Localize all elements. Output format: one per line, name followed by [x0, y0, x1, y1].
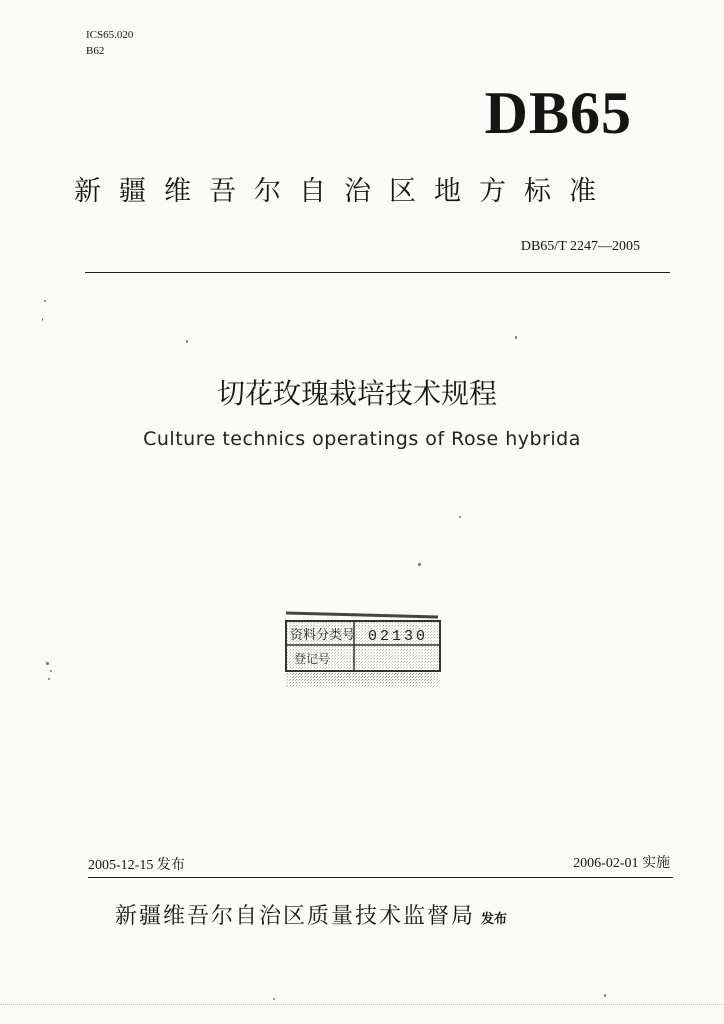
stamp-graphic [284, 607, 442, 691]
standard-type-label: 新疆维吾尔自治区地方标准 [74, 176, 614, 207]
footer-divider [88, 877, 673, 878]
scan-speck [42, 318, 43, 321]
issue-label: 发布 [156, 858, 185, 873]
scan-speck [418, 563, 421, 566]
stamp-label-classification: 资料分类号 [290, 628, 356, 643]
scan-speck [515, 336, 517, 339]
classification-block [86, 27, 133, 59]
implementation-label: 实施 [642, 856, 670, 871]
document-title-chinese: 切花玫瑰栽培技术规程 [216, 377, 497, 410]
scan-speck [186, 340, 188, 343]
header-divider [85, 272, 670, 273]
publisher-suffix: 发布 [481, 912, 508, 927]
scan-speck [48, 678, 50, 680]
publisher-name: 新疆维吾尔自治区质量技术监督局 [115, 904, 476, 929]
archive-stamp [284, 607, 442, 691]
classification-code: B62 [86, 45, 105, 57]
stamp-label-register: 登记号 [294, 652, 331, 666]
publisher-line [115, 900, 507, 937]
document-title-english: Culture technics operatings of Rose hybrida [143, 428, 581, 450]
scan-speck [459, 516, 461, 518]
implementation-date: 2006-02-01 [573, 856, 639, 871]
implementation-date-line [573, 854, 670, 874]
scan-speck [273, 998, 275, 1000]
scan-edge [0, 1004, 724, 1005]
stamp-value: 02130 [368, 628, 429, 645]
issue-date: 2005-12-15 [88, 858, 154, 873]
scan-speck [604, 994, 606, 997]
ics-code: ICS65.020 [86, 29, 134, 41]
scan-speck [50, 670, 52, 672]
standard-logo: DB65 [484, 80, 632, 146]
scan-speck [46, 662, 49, 665]
standard-number: DB65/T 2247—2005 [520, 239, 640, 254]
issue-date-line [88, 856, 185, 876]
scan-speck [44, 300, 46, 302]
